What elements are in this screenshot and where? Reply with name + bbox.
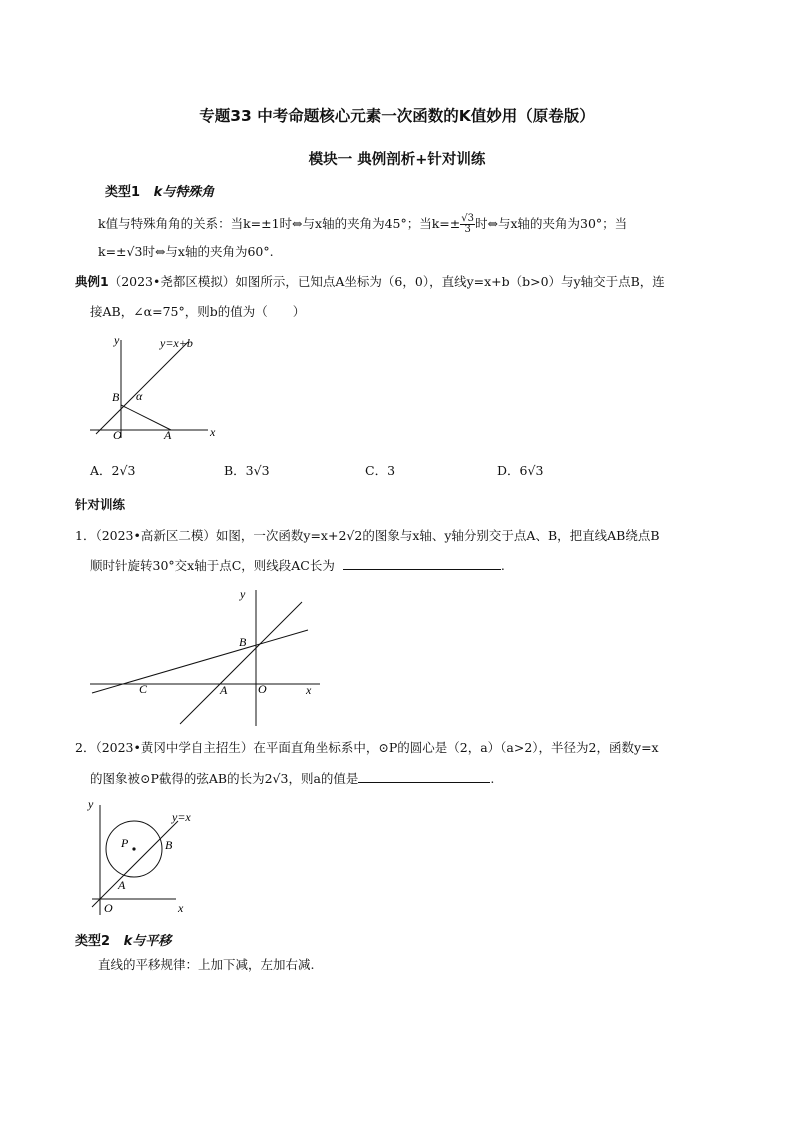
q2-end: . — [490, 771, 495, 786]
type2-name: k与平移 — [123, 934, 172, 949]
type1-label: 类型1 — [105, 185, 141, 200]
line-y-x-plus-b — [96, 342, 188, 434]
label-a: A — [118, 878, 126, 892]
frac-den: 3 — [464, 224, 471, 235]
example1-line1 — [75, 273, 665, 291]
label-x: x — [306, 683, 312, 697]
page-title: 专题33 中考命题核心元素一次函数的K值妙用（原卷版） — [199, 107, 595, 125]
type1-name: k与特殊角 — [153, 185, 215, 200]
label-a: A — [220, 683, 228, 697]
label-o: O — [258, 682, 267, 696]
label-x: x — [178, 901, 184, 915]
label-y: y — [88, 797, 94, 811]
label-b: B — [239, 635, 247, 649]
type1-line1 — [98, 214, 627, 235]
type2-rule: 直线的平移规律：上加下减，左加右减. — [98, 957, 315, 972]
label-y: y — [114, 333, 120, 347]
example1-prefix: 典例1 — [75, 274, 109, 289]
type2-heading — [75, 930, 171, 949]
example1-line2: 接AB，∠α=75°，则b的值为（ ） — [90, 304, 306, 319]
q2-figure — [86, 795, 196, 919]
type1-line2: k=±√3时⇔与x轴的夹角为60°. — [98, 244, 274, 259]
q1-end: . — [500, 558, 505, 573]
option-a[interactable]: A．2√3 — [90, 463, 136, 478]
q1-answer-blank[interactable] — [343, 557, 501, 570]
label-o: O — [104, 901, 113, 915]
center-p-dot — [132, 847, 135, 850]
line-ab — [180, 602, 302, 724]
type1-text-b: k=±1时⇔与x轴的夹角为45°；当 — [243, 216, 432, 231]
q1-figure — [88, 582, 328, 728]
type1-text-d: 时⇔与x轴的夹角为30°；当 — [475, 216, 628, 231]
label-b: B — [112, 390, 120, 404]
q1-line2 — [90, 557, 505, 575]
option-d[interactable]: D．6√3 — [497, 463, 544, 478]
frac-num: √3 — [461, 213, 474, 224]
label-x: x — [210, 425, 216, 439]
example1-text: （2023•尧都区模拟）如图所示，已知点A坐标为（6，0），直线y=x+b（b>0）与y轴交于点B，连 — [108, 274, 665, 289]
example1-figure — [84, 330, 224, 442]
type1-heading — [105, 181, 214, 200]
label-line: y=x+b — [160, 336, 193, 350]
label-c: C — [139, 682, 148, 696]
type1-text-c: k=± — [431, 216, 461, 231]
label-alpha: α — [136, 389, 143, 403]
label-a: A — [164, 428, 172, 442]
label-o: O — [113, 428, 122, 442]
q2-text: 的图象被⊙P截得的弦AB的长为2√3，则a的值是 — [90, 771, 359, 786]
line-y-equals-x — [92, 821, 178, 907]
q1-line1: 1．（2023•高新区二模）如图，一次函数y=x+2√2的图象与x轴、y轴分别交于点A、B，把直线AB绕点B — [75, 528, 660, 543]
module-heading: 模块一 典例剖析+针对训练 — [308, 152, 486, 168]
q1-text: 顺时针旋转30°交x轴于点C，则线段AC长为 — [90, 558, 335, 573]
label-p: P — [121, 836, 129, 850]
q2-line2 — [90, 770, 494, 788]
practice-heading: 针对训练 — [75, 497, 126, 512]
option-c[interactable]: C．3 — [365, 463, 396, 478]
label-b: B — [165, 838, 173, 852]
q2-line1: 2．（2023•黄冈中学自主招生）在平面直角坐标系中，⊙P的圆心是（2，a）（a>2），半径为2，函数y=x — [75, 740, 659, 755]
segment-ab — [121, 405, 171, 430]
type1-text-a: k值与特殊角角的关系：当 — [98, 216, 244, 231]
fraction-sqrt3-over-3 — [460, 214, 475, 235]
label-line: y=x — [172, 810, 191, 824]
type2-label: 类型2 — [75, 934, 111, 949]
q2-answer-blank[interactable] — [358, 770, 490, 783]
label-y: y — [240, 587, 246, 601]
option-b[interactable]: B．3√3 — [224, 463, 270, 478]
